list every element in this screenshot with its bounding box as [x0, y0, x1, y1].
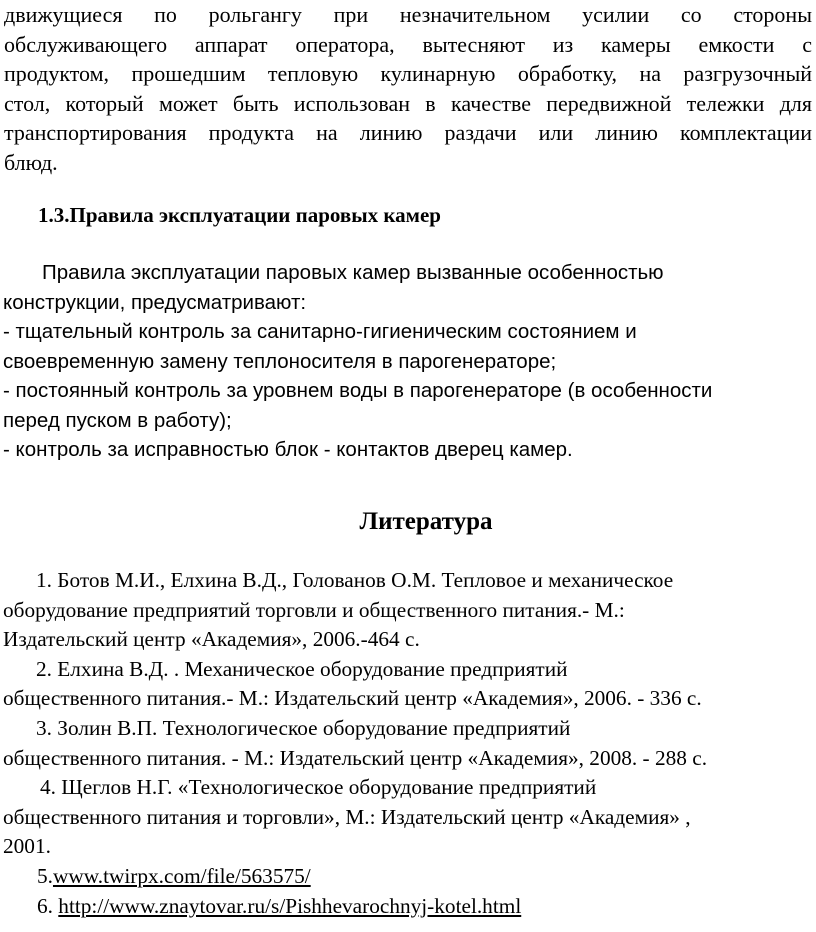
reference-item-1-line: оборудование предприятий торговли и общественного питания.- М.:: [3, 597, 625, 622]
reference-item-4-line: 4. Щеглов Н.Г. «Технологическое оборудование предприятий: [40, 775, 597, 800]
section-heading: 1.3.Правила эксплуатации паровых камер: [38, 203, 441, 227]
reference-item-1-line: Издательский центр «Академия», 2006.-464 с.: [3, 627, 420, 652]
intro-line: движущиеся по рольгангу при незначительном усилии со стороны: [4, 2, 812, 27]
intro-line: обслуживающего аппарат оператора, вытесняют из камеры емкости с: [4, 31, 812, 57]
section-line: - постоянный контроль за уровнем воды в парогенераторе (в особенности: [3, 379, 713, 402]
references-list: [3, 566, 813, 921]
intro-line: стол, который может быть использован в качестве передвижной тележки для: [4, 90, 812, 116]
reference-item-5: [3, 862, 813, 892]
intro-line: продуктом, прошедшим тепловую кулинарную обработку, на разгрузочный: [4, 61, 812, 86]
reference-item-6-prefix: 6.: [37, 893, 59, 918]
intro-line: блюд.: [4, 149, 58, 175]
reference-item-2-line: общественного питания.- М.: Издательский центр «Академия», 2006. - 336 с.: [3, 686, 702, 711]
section-line: перед пуском в работу);: [3, 408, 232, 432]
section-line: своевременную замену теплоносителя в парогенераторе;: [3, 349, 557, 373]
reference-item-4-line: 2001.: [3, 834, 51, 859]
reference-item-6: [3, 892, 813, 922]
intro-line: транспортирования продукта на линию раздачи или линию комплектации: [4, 120, 812, 145]
reference-link-znaytovar[interactable]: http://www.znaytovar.ru/s/Pishhevarochnyj-kotel.html: [58, 893, 522, 918]
section-body: [3, 258, 811, 465]
section-line: Правила эксплуатации паровых камер вызванные особенностью: [42, 261, 664, 284]
reference-item-4-line: общественного питания и торговли», М.: Издательский центр «Академия» ,: [3, 804, 691, 829]
references-heading: Литература: [359, 508, 493, 535]
reference-item-3-line: общественного питания. - М.: Издательский центр «Академия», 2008. - 288 с.: [3, 745, 708, 770]
reference-item-1-line: 1. Ботов М.И., Елхина В.Д., Голованов О.М. Тепловое и механическое: [36, 568, 674, 592]
reference-link-twirpx[interactable]: www.twirpx.com/file/563575/: [52, 863, 311, 888]
reference-item-2-line: 2. Елхина В.Д. . Механическое оборудование предприятий: [36, 656, 568, 681]
section-line: - тщательный контроль за санитарно-гигиеническим состоянием и: [3, 320, 637, 343]
reference-item-3-line: 3. Золин В.П. Технологическое оборудование предприятий: [36, 715, 571, 740]
section-line: - контроль за исправностью блок - контактов дверец камер.: [3, 438, 573, 461]
section-line: конструкции, предусматривают:: [3, 290, 307, 314]
intro-paragraph: [4, 0, 812, 177]
reference-item-5-prefix: 5.: [37, 863, 53, 888]
